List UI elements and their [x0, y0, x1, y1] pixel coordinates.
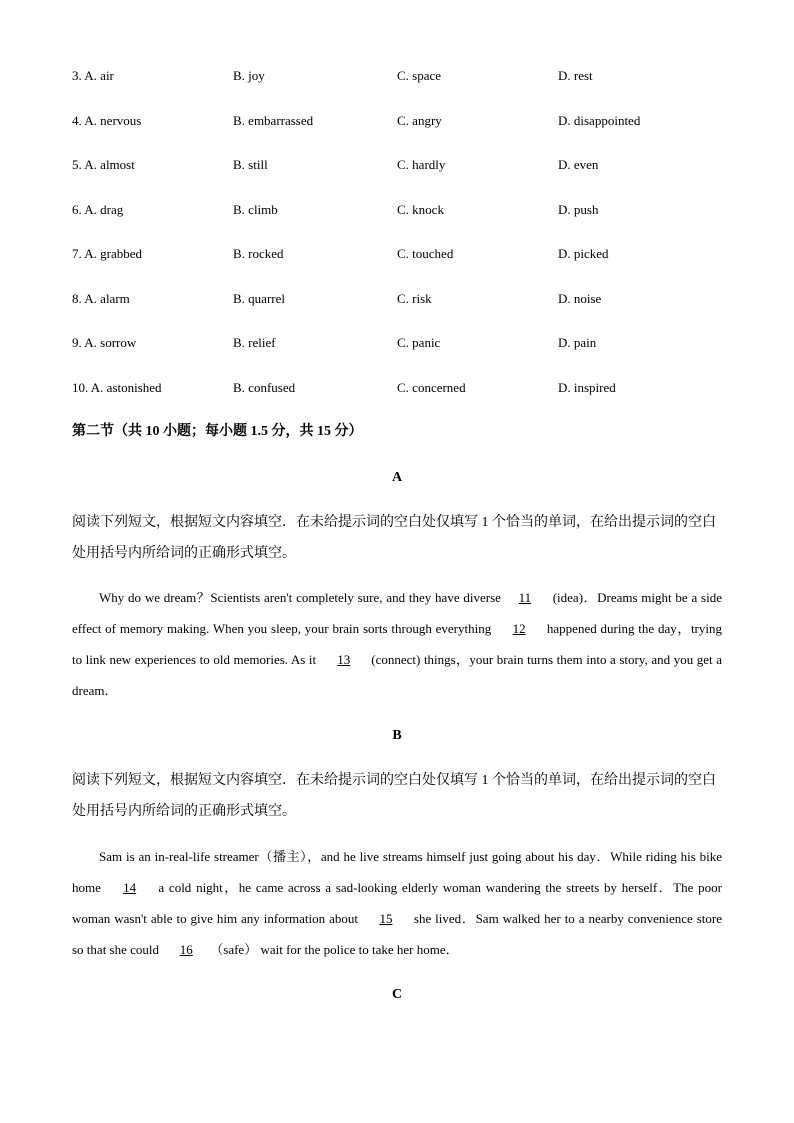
passage-text: Why do we dream？Scientists aren't completely sure, and they have diverse: [99, 590, 501, 605]
option-row-4: [72, 111, 722, 131]
option-a: 10. A. astonished: [72, 380, 162, 395]
part-b-heading: B: [392, 728, 402, 743]
option-a: 5. A. almost: [72, 157, 135, 172]
blank-13[interactable]: 13: [337, 652, 351, 667]
option-d: D. rest: [558, 68, 593, 83]
option-b: B. still: [233, 157, 268, 172]
option-d: D. push: [558, 202, 599, 217]
part-a-heading: A: [391, 470, 403, 485]
passage-text: (idea)．Dreams might be a side effect of memory making. When you sleep, your brain sorts through everything: [72, 590, 722, 636]
option-c: C. panic: [397, 335, 441, 350]
part-a-passage: [72, 582, 722, 706]
option-c: C. risk: [397, 291, 432, 306]
blank-15[interactable]: 15: [379, 911, 393, 926]
part-b-instruction: 阅读下列短文，根据短文内容填空．在未给提示词的空白处仅填写 1 个恰当的单词，在给出提示词的空白处用括号内所给词的正确形式填空。: [72, 773, 716, 819]
passage-text: a cold night，he came across a sad-looking elderly woman wandering the streets by herself．The poor woman wasn't able to give him any information about: [72, 880, 722, 926]
blank-16[interactable]: 16: [179, 942, 193, 957]
option-row-3: [72, 66, 722, 86]
option-b: B. climb: [233, 202, 278, 217]
option-c: C. hardly: [397, 157, 446, 172]
option-d: D. disappointed: [558, 113, 641, 128]
option-b: B. rocked: [233, 246, 284, 261]
option-c: C. space: [397, 68, 442, 83]
option-a: 7. A. grabbed: [72, 246, 143, 261]
option-a: 6. A. drag: [72, 202, 124, 217]
passage-text: she lived．Sam walked her to a nearby convenience store so that she could: [72, 911, 722, 957]
part-b-passage: [72, 841, 722, 965]
option-row-5: [72, 155, 722, 175]
option-b: B. embarrassed: [233, 113, 314, 128]
blank-12[interactable]: 12: [512, 621, 526, 636]
option-row-10: [72, 378, 722, 398]
option-d: D. picked: [558, 246, 609, 261]
option-c: C. angry: [397, 113, 442, 128]
option-row-6: [72, 200, 722, 220]
option-a: 8. A. alarm: [72, 291, 130, 306]
option-d: D. pain: [558, 335, 597, 350]
part-c-heading: C: [391, 987, 403, 1002]
option-d: D. noise: [558, 291, 602, 306]
option-row-9: [72, 333, 722, 353]
option-b: B. confused: [233, 380, 296, 395]
passage-text: （safe） wait for the police to take her home．: [210, 942, 459, 957]
option-row-7: [72, 244, 722, 264]
option-c: C. knock: [397, 202, 444, 217]
passage-text: happened during the day，trying to link new experiences to old memories. As it: [72, 621, 722, 667]
option-c: C. touched: [397, 246, 454, 261]
option-c: C. concerned: [397, 380, 466, 395]
passage-text: Sam is an in-real-life streamer（播主），and he live streams himself just going about his day．While riding his bike home: [72, 849, 722, 895]
option-b: B. joy: [233, 68, 265, 83]
blank-14[interactable]: 14: [123, 880, 137, 895]
option-d: D. inspired: [558, 380, 616, 395]
part-a-instruction: 阅读下列短文，根据短文内容填空．在未给提示词的空白处仅填写 1 个恰当的单词，在给出提示词的空白处用括号内所给词的正确形式填空。: [72, 515, 716, 561]
section-title: 第二节（共 10 小题；每小题 1.5 分，共 15 分）: [72, 424, 363, 439]
option-d: D. even: [558, 157, 599, 172]
option-a: 9. A. sorrow: [72, 335, 137, 350]
option-a: 3. A. air: [72, 68, 114, 83]
option-a: 4. A. nervous: [72, 113, 142, 128]
option-b: B. quarrel: [233, 291, 285, 306]
option-row-8: [72, 289, 722, 309]
blank-11[interactable]: 11: [518, 590, 532, 605]
option-b: B. relief: [233, 335, 276, 350]
passage-text: (connect) things，your brain turns them into a story, and you get a dream．: [72, 652, 722, 698]
